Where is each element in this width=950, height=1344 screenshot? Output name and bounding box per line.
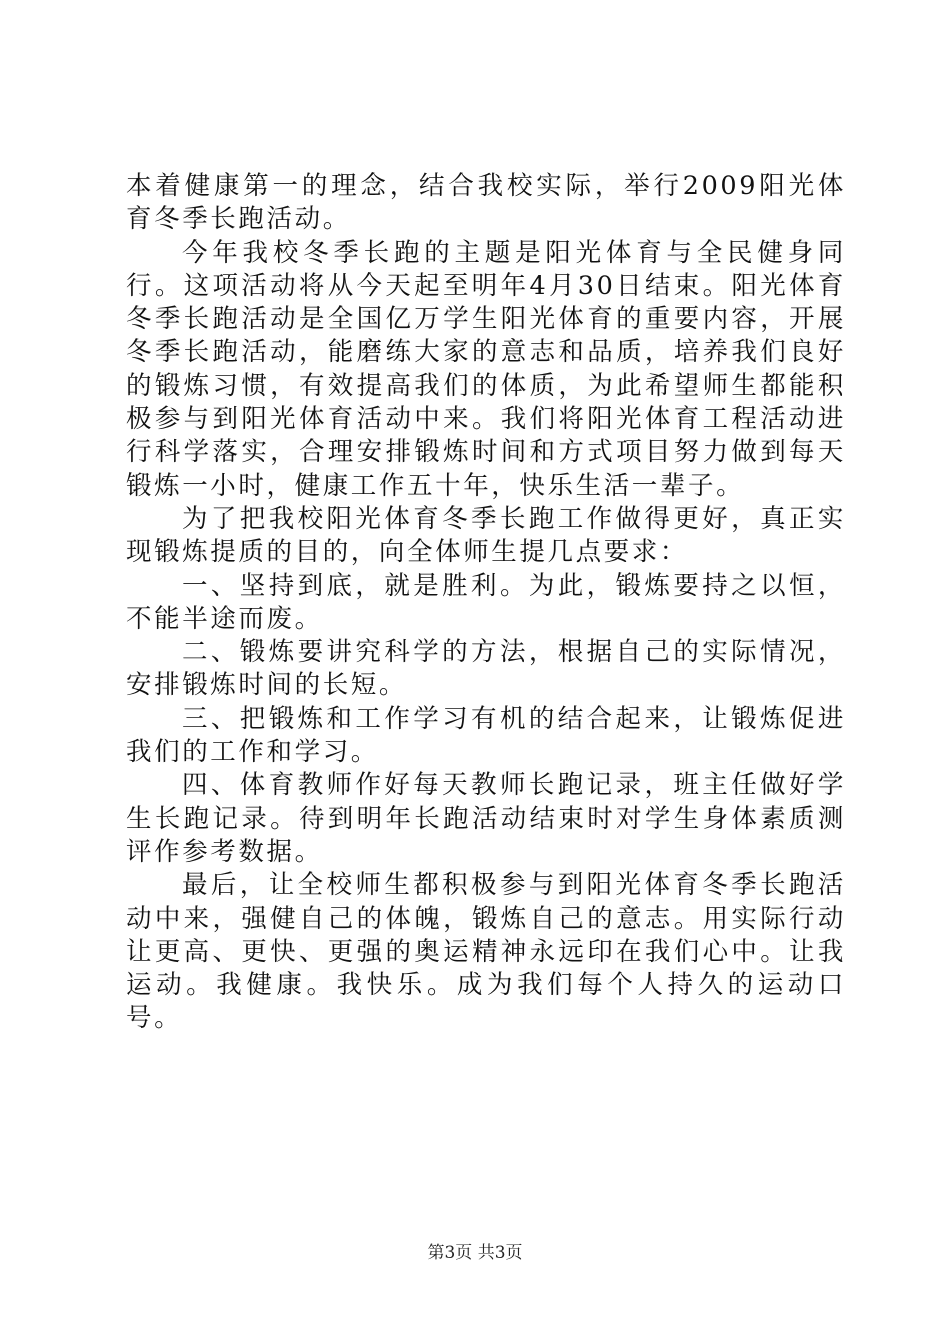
page-number-footer: 第3页 共3页 [427, 1243, 523, 1263]
paragraph-closing: 最后，让全校师生都积极参与到阳光体育冬季长跑活动中来，强健自己的体魄，锻炼自己的意志。用实际行动让更高、更快、更强的奥运精神永远印在我们心中。让我运动。我健康。我快乐。成为我们每个人持久的运动口号。 [126, 870, 846, 1034]
paragraph-theme: 今年我校冬季长跑的主题是阳光体育与全民健身同行。这项活动将从今天起至明年4月30日结束。阳光体育冬季长跑活动是全国亿万学生阳光体育的重要内容，开展冬季长跑活动，能磨练大家的意志和品质，培养我们良好的锻炼习惯，有效提高我们的体质，为此希望师生都能积极参与到阳光体育活动中来。我们将阳光体育工程活动进行科学落实，合理安排锻炼时间和方式项目努力做到每天锻炼一小时，健康工作五十年，快乐生活一辈子。 [126, 237, 846, 501]
paragraph-requirements-intro: 为了把我校阳光体育冬季长跑工作做得更好，真正实现锻炼提质的目的，向全体师生提几点要求： [126, 503, 846, 568]
paragraph-requirement-2: 二、锻炼要讲究科学的方法，根据自己的实际情况，安排锻炼时间的长短。 [126, 637, 846, 701]
document-body [126, 170, 846, 1036]
paragraph-requirement-4: 四、体育教师作好每天教师长跑记录，班主任做好学生长跑记录。待到明年长跑活动结束时对学生身体素质测评作参考数据。 [126, 770, 846, 867]
paragraph-requirement-1: 一、坚持到底，就是胜利。为此，锻炼要持之以恒，不能半途而废。 [126, 570, 846, 634]
paragraph-continuation: 本着健康第一的理念，结合我校实际，举行2009阳光体育冬季长跑活动。 [126, 171, 846, 235]
paragraph-requirement-3: 三、把锻炼和工作学习有机的结合起来，让锻炼促进我们的工作和学习。 [126, 703, 846, 768]
